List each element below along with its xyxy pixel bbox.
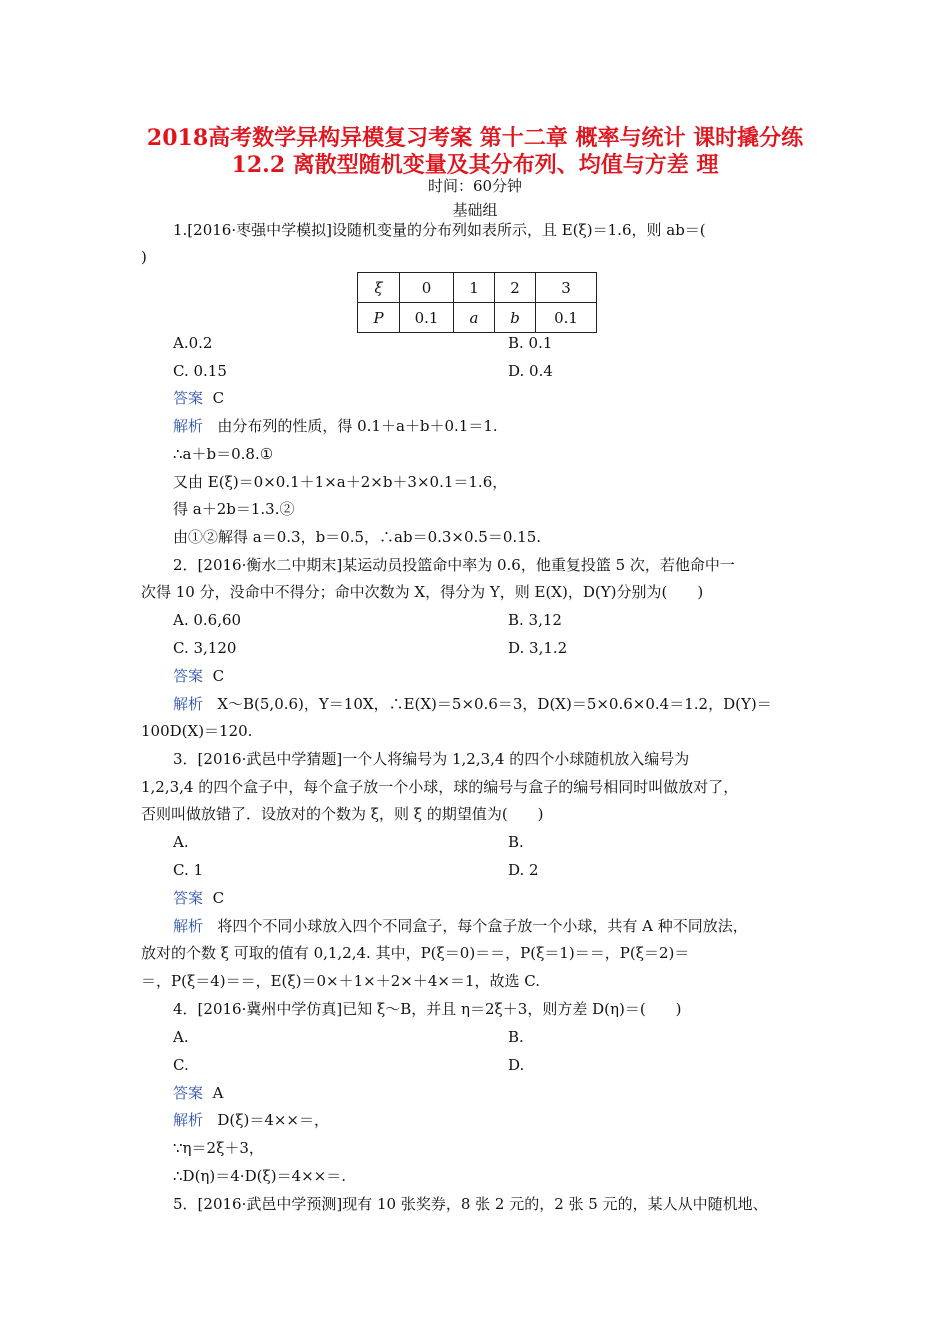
q4-analysis-line2: ∵η＝2ξ＋3， (173, 1139, 264, 1157)
q3-stem-line1: 3．[2016·武邑中学猜题]一个人将编号为 1,2,3,4 的四个小球随机放入编号为 (173, 750, 690, 768)
analysis-text: 将四个不同小球放入四个不同盒子，每个盒子放一个小球，共有 A 种不同放法， (217, 917, 748, 935)
table-cell: 2 (495, 273, 536, 303)
answer-label: 答案 (173, 389, 204, 407)
q4-answer (173, 1083, 223, 1103)
doc-title-line1: 2018高考数学异构异模复习考案 第十二章 概率与统计 课时撬分练 (146, 125, 804, 151)
group-heading: 基础组 (452, 201, 498, 219)
q3-stem-line3: 否则叫做放错了．设放对的个数为 ξ，则 ξ 的期望值为( ) (141, 805, 544, 823)
table-cell: 0.1 (400, 303, 454, 333)
table-row (358, 273, 597, 303)
table-cell: P (358, 303, 400, 333)
table-cell: a (454, 303, 495, 333)
q2-analysis-line1 (173, 694, 772, 714)
q3-answer (173, 888, 224, 908)
table-cell: 3 (536, 273, 597, 303)
table-cell: 0.1 (536, 303, 597, 333)
q4-analysis-line1 (173, 1110, 329, 1130)
q3-stem-line2: 1,2,3,4 的四个盒子中，每个盒子放一个小球，球的编号与盒子的编号相同时叫做放对了， (141, 778, 739, 796)
q2-option-b: B. 3,12 (508, 611, 562, 629)
q2-stem-line1: 2．[2016·衡水二中期末]某运动员投篮命中率为 0.6，他重复投篮 5 次，若他命中一 (173, 556, 735, 574)
q3-analysis-line3: ＝，P(ξ＝4)＝＝，E(ξ)＝0×＋1×＋2×＋4×＝1，故选 C. (141, 972, 540, 990)
q3-analysis-line1 (173, 916, 748, 936)
q3-option-a: A. (173, 833, 189, 851)
q1-analysis-line5: 由①②解得 a＝0.3，b＝0.5，∴ab＝0.3×0.5＝0.15. (173, 528, 542, 546)
q1-analysis-line4: 得 a＋2b＝1.3.② (173, 500, 295, 518)
table-cell: 0 (400, 273, 454, 303)
q1-analysis-line3: 又由 E(ξ)＝0×0.1＋1×a＋2×b＋3×0.1＝1.6， (173, 473, 508, 491)
analysis-text: D(ξ)＝4××＝， (217, 1111, 330, 1129)
q2-stem-line2: 次得 10 分，没命中不得分；命中次数为 X，得分为 Y，则 E(X)，D(Y)分别为( ) (141, 583, 704, 601)
q4-option-c: C. (173, 1056, 189, 1074)
q3-option-d: D. 2 (508, 861, 539, 879)
answer-label: 答案 (173, 1084, 204, 1102)
answer-value: A (212, 1084, 224, 1102)
q4-option-d: D. (508, 1056, 525, 1074)
q2-option-c: C. 3,120 (173, 639, 237, 657)
answer-value: C (212, 889, 225, 907)
q1-option-a: A.0.2 (173, 334, 213, 352)
table-row (358, 303, 597, 333)
q3-analysis-line2: 放对的个数 ξ 可取的值有 0,1,2,4. 其中，P(ξ＝0)＝＝，P(ξ＝1)＝＝，P(ξ＝2)＝ (141, 944, 690, 962)
q2-answer (173, 666, 224, 686)
q1-stem-line1: 1.[2016·枣强中学模拟]设随机变量的分布列如表所示，且 E(ξ)＝1.6，则 ab＝( (173, 221, 706, 239)
time-limit: 时间：60分钟 (427, 177, 523, 195)
q2-option-d: D. 3,1.2 (508, 639, 568, 657)
analysis-label: 解析 (173, 695, 204, 713)
q1-answer (173, 388, 224, 408)
analysis-label: 解析 (173, 917, 204, 935)
table-cell: b (495, 303, 536, 333)
answer-label: 答案 (173, 889, 204, 907)
q3-option-b: B. (508, 833, 524, 851)
analysis-label: 解析 (173, 417, 204, 435)
q5-stem-line1: 5．[2016·武邑中学预测]现有 10 张奖券，8 张 2 元的，2 张 5 元的，某人从中随机地、 (173, 1195, 768, 1213)
answer-label: 答案 (173, 667, 204, 685)
q3-option-c: C. 1 (173, 861, 204, 879)
analysis-text: 由分布列的性质，得 0.1＋a＋b＋0.1＝1. (217, 417, 498, 435)
q4-stem-line1: 4．[2016·冀州中学仿真]已知 ξ～B，并且 η＝2ξ＋3，则方差 D(η)＝( ) (173, 1000, 682, 1018)
answer-value: C (212, 389, 225, 407)
doc-title-line2: 12.2 离散型随机变量及其分布列、均值与方差 理 (231, 152, 719, 178)
q1-option-c: C. 0.15 (173, 362, 227, 380)
q1-analysis-line2: ∴a＋b＝0.8.① (173, 445, 274, 463)
q4-option-b: B. (508, 1028, 524, 1046)
answer-value: C (212, 667, 225, 685)
q1-distribution-table (357, 272, 597, 333)
q1-option-d: D. 0.4 (508, 362, 553, 380)
analysis-text: X～B(5,0.6)，Y＝10X，∴E(X)＝5×0.6＝3，D(X)＝5×0.6×0.4＝1.2，D(Y)＝ (217, 695, 772, 713)
q2-analysis-line2: 100D(X)＝120. (141, 722, 253, 740)
q4-analysis-line3: ∴D(η)＝4·D(ξ)＝4××＝. (173, 1167, 347, 1185)
q1-option-b: B. 0.1 (508, 334, 553, 352)
q4-option-a: A. (173, 1028, 189, 1046)
q1-stem-line2: ) (141, 248, 147, 266)
q2-option-a: A. 0.6,60 (173, 611, 242, 629)
analysis-label: 解析 (173, 1111, 204, 1129)
q1-analysis-line1 (173, 416, 498, 436)
table-cell: 1 (454, 273, 495, 303)
table-cell: ξ (358, 273, 400, 303)
